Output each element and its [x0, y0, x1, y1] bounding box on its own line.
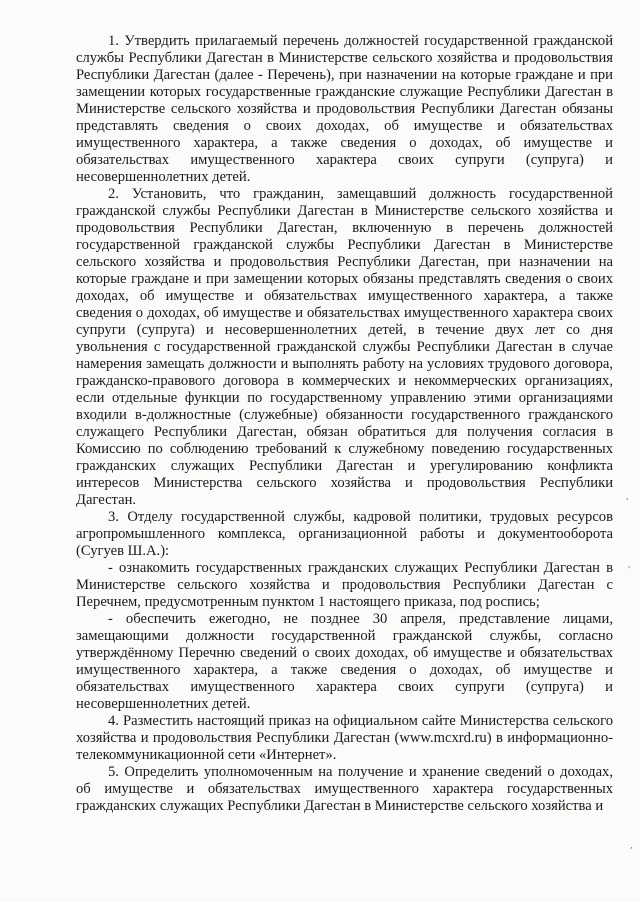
paragraph-3: 3. Отделу государственной службы, кадровой политики, трудовых ресурсов агропромышленного комплекса, организационной работы и документооборота (Сугуев Ш.А.): — [76, 509, 613, 559]
paragraph-2: 2. Установить, что гражданин, замещавший должность государственной гражданской службы Республики Дагестан в Министерстве сельского хозяйства и продовольствия Республики Дагестан, включенную в перечень должностей государственной гражданской службы Республики Дагестан в Министерстве сельского хозяйства и продовольствия Республики Дагестан, при назначении на которые граждане и при замещении которых обязаны представлять сведения о своих доходах, об имуществе и обязательствах имущественного характера, а также сведения о доходах, об имуществе и обязательствах имущественного характера своих супруги (супруга) и несовершеннолетних детей, в течение двух лет со дня увольнения с государственной гражданской службы Республики Дагестан в случае намерения замещать должности и выполнять работу на условиях трудового договора, гражданско-правового договора в коммерческих и некоммерческих организациях, если отдельные функции по государственному управлению этими организациями входили в-должностные (служебные) обязанности государственного гражданского служащего Республики Дагестан, обязан обратиться для получения согласия в Комиссию по соблюдению требований к служебному поведению государственных гражданских служащих Республики Дагестан и урегулированию конфликта интересов Министерства сельского хозяйства и продовольствия Республики Дагестан. — [76, 186, 613, 508]
paragraph-4: 4. Разместить настоящий приказ на официальном сайте Министерства сельского хозяйства и продовольствия Республики Дагестан (www.mcxrd.ru) в информационно-телекоммуникационной сети «Интернет». — [76, 713, 613, 763]
paragraph-1: 1. Утвердить прилагаемый перечень должностей государственной гражданской службы Республики Дагестан в Министерстве сельского хозяйства и продовольствия Республики Дагестан (далее - Перечень), при назначении на которые граждане и при замещении которых государственные гражданские служащие Республики Дагестан в Министерстве сельского хозяйства и продовольствия Республики Дагестан обязаны представлять сведения о своих доходах, об имуществе и обязательствах имущественного характера, а также сведения о доходах, об имуществе и обязательствах имущественного характера своих супруги (супруга) и несовершеннолетних детей. — [76, 33, 613, 185]
paragraph-3-item-1: - ознакомить государственных гражданских служащих Республики Дагестан в Министерстве сельского хозяйства и продовольствия Республики Дагестан с Перечнем, предусмотренным пунктом 1 настоящего приказа, под роспись; — [76, 560, 613, 610]
scan-speck-mark: , — [626, 492, 629, 501]
scan-speck-mark: , — [630, 841, 633, 850]
paragraph-5: 5. Определить уполномоченным на получение и хранение сведений о доходах, об имуществе и обязательствах имущественного характера государственных гражданских служащих Республики Дагестан в Министерстве сельского хозяйства и — [76, 764, 613, 814]
document-body — [76, 33, 613, 815]
scan-speck-mark: ' — [628, 565, 631, 574]
paragraph-3-item-2: - обеспечить ежегодно, не позднее 30 апреля, представление лицами, замещающими должности государственной гражданской службы, согласно утверждённому Перечню сведений о своих доходах, об имуществе и обязательствах имущественного характера, а также сведения о доходах, об имуществе и обязательствах имущественного характера своих супруги (супруга) и несовершеннолетних детей. — [76, 611, 613, 712]
